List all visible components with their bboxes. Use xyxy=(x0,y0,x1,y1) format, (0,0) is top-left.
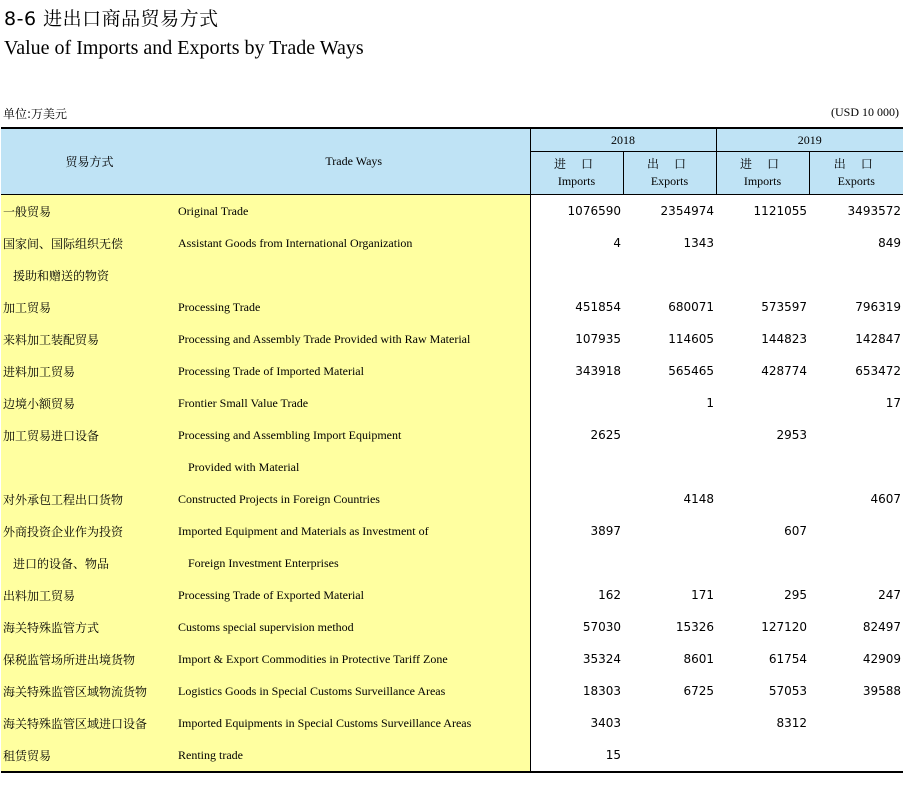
header-trade-ways-en: Trade Ways xyxy=(178,128,530,195)
header-trade-ways-cn: 贸易方式 xyxy=(1,128,178,195)
imports-2018-cell: 4 xyxy=(613,236,621,250)
imports-cn-label: 进 口 xyxy=(553,157,599,171)
imports-2019-cell xyxy=(716,387,809,419)
row-label-cn: 援助和赠送的物资 xyxy=(1,259,178,291)
exports-2018-cell xyxy=(623,739,716,772)
table-row xyxy=(1,675,903,707)
exports-2018-cell xyxy=(623,419,716,451)
imports-2019-cell xyxy=(716,739,809,772)
row-label-cn: 国家间、国际组织无偿 xyxy=(1,227,178,259)
imports-2019-cell xyxy=(716,259,809,291)
imports-2019-cell: 8312 xyxy=(776,716,807,730)
imports-en-label: Imports xyxy=(557,174,596,188)
exports-2018-cell: 15326 xyxy=(675,620,714,634)
table-row xyxy=(1,707,903,739)
imports-2018-cell xyxy=(530,387,623,419)
exports-en-label: Exports xyxy=(650,174,689,188)
imports-2019-cell: 573597 xyxy=(761,300,807,314)
row-label-cn: 对外承包工程出口货物 xyxy=(1,483,178,515)
table-row xyxy=(1,355,903,387)
row-label-en: Frontier Small Value Trade xyxy=(178,387,530,419)
table-row xyxy=(1,291,903,323)
exports-2018-cell: 1 xyxy=(706,396,714,410)
exports-2018-cell: 1343 xyxy=(683,236,714,250)
imports-2018-cell: 15 xyxy=(530,739,623,772)
row-label-cn: 加工贸易 xyxy=(1,291,178,323)
exports-2019-cell xyxy=(809,451,903,483)
trade-ways-table xyxy=(1,127,903,773)
imports-2018-cell: 18303 xyxy=(582,684,621,698)
exports-2018-cell: 2354974 xyxy=(660,204,714,218)
exports-2019-cell xyxy=(809,547,903,579)
row-label-cn: 海关特殊监管方式 xyxy=(1,611,178,643)
row-label-en: Imported Equipments in Special Customs Surveillance Areas xyxy=(178,707,530,739)
exports-cn-label: 出 口 xyxy=(646,157,692,171)
page-title-en: Value of Imports and Exports by Trade Ways xyxy=(4,37,364,59)
row-label-cn xyxy=(1,451,178,483)
imports-2018-cell: 1076590 xyxy=(567,204,621,218)
row-label-cn: 加工贸易进口设备 xyxy=(1,419,178,451)
row-label-en: Processing and Assembling Import Equipment xyxy=(178,419,530,451)
exports-2018-cell xyxy=(623,707,716,739)
exports-2019-cell: 42909 xyxy=(862,652,901,666)
exports-2019-cell xyxy=(809,419,903,451)
exports-2018-cell: 680071 xyxy=(668,300,714,314)
exports-2019-cell xyxy=(809,739,903,772)
page-title-cn: 8-6 进出口商品贸易方式 xyxy=(4,8,219,30)
imports-2018-cell: 107935 xyxy=(575,332,621,346)
exports-2018-cell xyxy=(623,547,716,579)
exports-en-label: Exports xyxy=(837,174,875,188)
header-exports-2018 xyxy=(623,152,716,195)
imports-2019-cell xyxy=(716,451,809,483)
imports-2019-cell: 144823 xyxy=(761,332,807,346)
imports-2019-cell: 2953 xyxy=(776,428,807,442)
row-label-cn: 一般贸易 xyxy=(1,195,178,228)
exports-2019-cell xyxy=(809,515,903,547)
table-row xyxy=(1,451,903,483)
row-label-en: Original Trade xyxy=(178,195,530,228)
exports-2019-cell: 17 xyxy=(885,396,901,410)
row-label-en: Processing Trade of Exported Material xyxy=(178,579,530,611)
table-row xyxy=(1,515,903,547)
header-exports-2019 xyxy=(809,152,903,195)
imports-2019-cell xyxy=(716,547,809,579)
row-label-en: Import & Export Commodities in Protective Tariff Zone xyxy=(178,643,530,675)
row-label-en: Processing and Assembly Trade Provided with Raw Material xyxy=(178,323,530,355)
imports-2019-cell xyxy=(716,483,809,515)
row-label-en: Foreign Investment Enterprises xyxy=(178,547,530,579)
table-row xyxy=(1,739,903,772)
imports-2019-cell: 61754 xyxy=(768,652,807,666)
exports-2018-cell: 171 xyxy=(691,588,714,602)
imports-2018-cell xyxy=(530,259,623,291)
table-row xyxy=(1,259,903,291)
row-label-cn: 来料加工装配贸易 xyxy=(1,323,178,355)
table-row xyxy=(1,611,903,643)
row-label-cn: 边境小额贸易 xyxy=(1,387,178,419)
exports-2019-cell: 796319 xyxy=(855,300,901,314)
imports-2019-cell: 127120 xyxy=(761,620,807,634)
exports-2019-cell: 4607 xyxy=(870,492,901,506)
unit-label-en: (USD 10 000) xyxy=(831,105,899,119)
exports-2018-cell xyxy=(623,259,716,291)
imports-2018-cell: 343918 xyxy=(575,364,621,378)
table-row xyxy=(1,483,903,515)
imports-2018-cell xyxy=(530,483,623,515)
header-year-2019: 2019 xyxy=(716,128,903,152)
imports-2018-cell xyxy=(530,547,623,579)
imports-2019-cell: 295 xyxy=(784,588,807,602)
imports-en-label: Imports xyxy=(743,174,782,188)
table-row xyxy=(1,323,903,355)
row-label-en xyxy=(178,259,530,291)
table-row xyxy=(1,195,903,228)
imports-2019-cell xyxy=(716,227,809,259)
row-label-en: Customs special supervision method xyxy=(178,611,530,643)
row-label-en: Constructed Projects in Foreign Countries xyxy=(178,483,530,515)
exports-2019-cell: 247 xyxy=(878,588,901,602)
table-body xyxy=(1,195,903,773)
header-year-2018: 2018 xyxy=(530,128,716,152)
row-label-en: Renting trade xyxy=(178,739,530,772)
imports-2018-cell: 3897 xyxy=(590,524,621,538)
exports-2018-cell xyxy=(623,515,716,547)
imports-2018-cell: 3403 xyxy=(590,716,621,730)
imports-2019-cell: 428774 xyxy=(761,364,807,378)
row-label-cn: 进口的设备、物品 xyxy=(1,547,178,579)
imports-2019-cell: 607 xyxy=(784,524,807,538)
table-row xyxy=(1,387,903,419)
exports-2018-cell: 6725 xyxy=(683,684,714,698)
exports-2019-cell xyxy=(809,259,903,291)
unit-label-cn: 单位:万美元 xyxy=(3,107,68,121)
table-row xyxy=(1,419,903,451)
row-label-cn: 保税监管场所进出境货物 xyxy=(1,643,178,675)
table-row xyxy=(1,547,903,579)
table-row xyxy=(1,579,903,611)
row-label-en: Logistics Goods in Special Customs Surveillance Areas xyxy=(178,675,530,707)
row-label-en: Processing Trade of Imported Material xyxy=(178,355,530,387)
exports-2018-cell: 8601 xyxy=(683,652,714,666)
exports-2018-cell: 114605 xyxy=(668,332,714,346)
exports-2019-cell: 82497 xyxy=(862,620,901,634)
row-label-cn: 海关特殊监管区域物流货物 xyxy=(1,675,178,707)
row-label-en: Provided with Material xyxy=(178,451,530,483)
header-imports-2018 xyxy=(530,152,623,195)
exports-cn-label: 出 口 xyxy=(833,157,879,171)
table-row xyxy=(1,227,903,259)
imports-2018-cell: 2625 xyxy=(590,428,621,442)
imports-2018-cell: 57030 xyxy=(582,620,621,634)
row-label-cn: 租赁贸易 xyxy=(1,739,178,772)
row-label-en: Imported Equipment and Materials as Investment of xyxy=(178,515,530,547)
exports-2019-cell: 3493572 xyxy=(847,204,901,218)
row-label-cn: 海关特殊监管区域进口设备 xyxy=(1,707,178,739)
exports-2018-cell: 4148 xyxy=(683,492,714,506)
table-row xyxy=(1,643,903,675)
imports-2018-cell: 35324 xyxy=(582,652,621,666)
imports-cn-label: 进 口 xyxy=(739,157,785,171)
exports-2019-cell: 39588 xyxy=(862,684,901,698)
exports-2019-cell: 653472 xyxy=(855,364,901,378)
row-label-cn: 出料加工贸易 xyxy=(1,579,178,611)
exports-2018-cell xyxy=(623,451,716,483)
imports-2018-cell: 451854 xyxy=(575,300,621,314)
imports-2018-cell xyxy=(530,451,623,483)
exports-2019-cell: 849 xyxy=(878,236,901,250)
row-label-cn: 进料加工贸易 xyxy=(1,355,178,387)
exports-2019-cell xyxy=(809,707,903,739)
row-label-en: Processing Trade xyxy=(178,291,530,323)
imports-2019-cell: 57053 xyxy=(768,684,807,698)
row-label-en: Assistant Goods from International Organization xyxy=(178,227,530,259)
header-imports-2019 xyxy=(716,152,809,195)
exports-2019-cell: 142847 xyxy=(855,332,901,346)
row-label-cn: 外商投资企业作为投资 xyxy=(1,515,178,547)
exports-2018-cell: 565465 xyxy=(668,364,714,378)
imports-2018-cell: 162 xyxy=(598,588,621,602)
imports-2019-cell: 1121055 xyxy=(753,204,807,218)
